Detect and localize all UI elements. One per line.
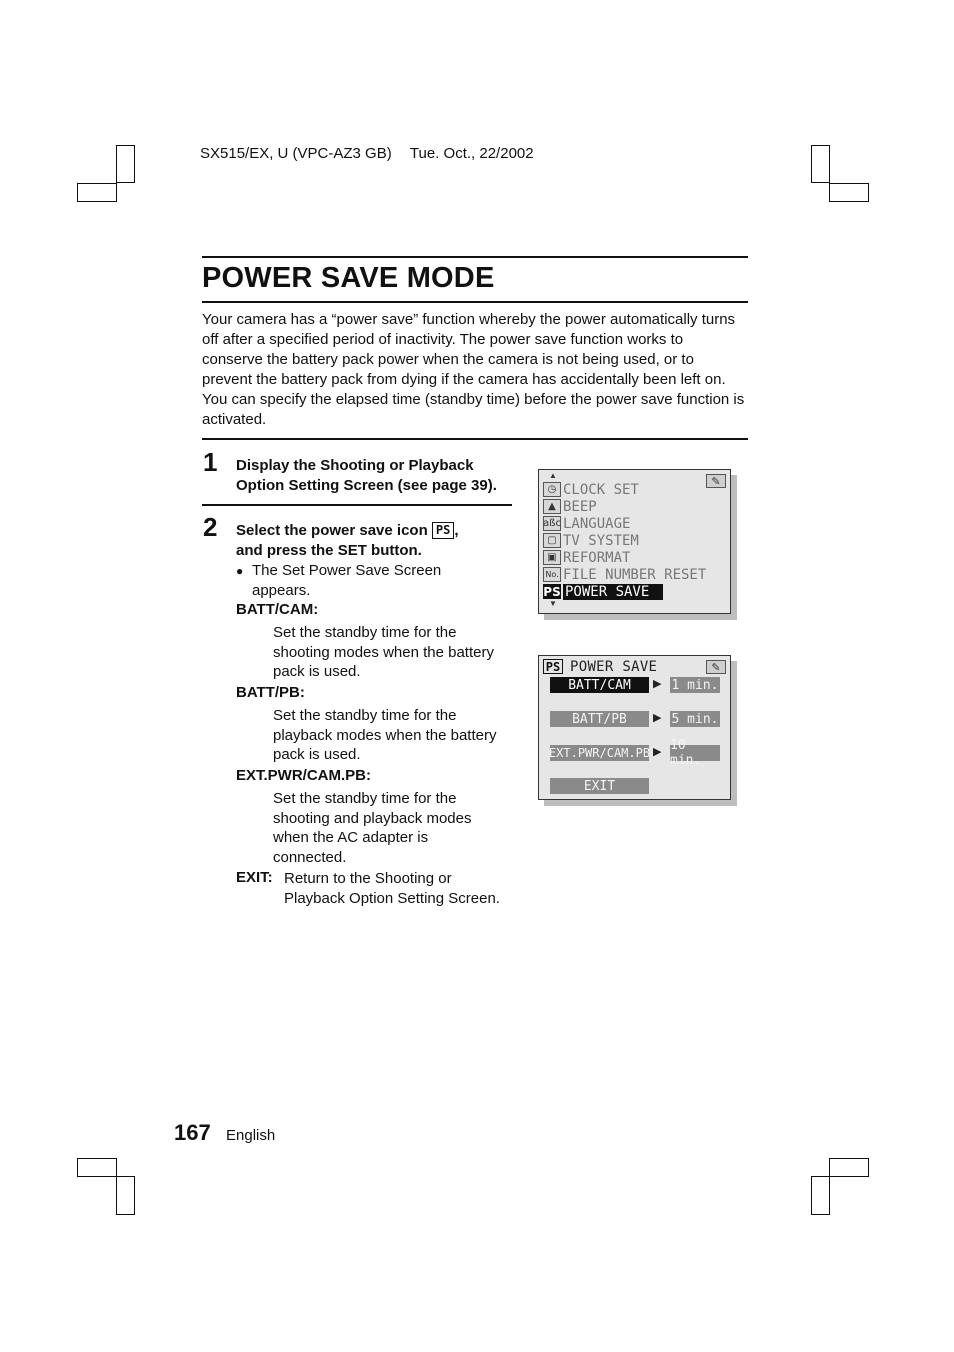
menu-item-file-number-reset[interactable]	[543, 566, 706, 583]
bell-icon: ▲	[543, 499, 561, 514]
screen-title: POWER SAVE	[570, 659, 658, 675]
page-title: POWER SAVE MODE	[202, 262, 495, 294]
right-arrow-icon: ▶	[653, 678, 662, 690]
bullet-icon: ●	[236, 564, 244, 578]
term-batt-pb-desc: Set the standby time for the playback modes when the battery pack is used.	[273, 707, 497, 763]
wrench-icon: ✎	[706, 474, 726, 488]
menu-item-power-save[interactable]	[543, 583, 663, 600]
right-arrow-icon: ▶	[653, 746, 662, 758]
section-rule	[202, 438, 748, 440]
menu-item-beep[interactable]	[543, 498, 597, 515]
menu-item-language[interactable]	[543, 515, 630, 532]
term-ext-pwr: EXT.PWR/CAM.PB:	[236, 767, 371, 784]
option-setting-screen	[538, 469, 731, 614]
power-save-icon: PS	[432, 522, 454, 539]
batt-pb-value[interactable]: 5 min.	[671, 711, 719, 727]
term-exit: EXIT:	[236, 869, 273, 886]
ext-pwr-button[interactable]: EXT.PWR/CAM.PB	[548, 746, 651, 760]
menu-item-reformat[interactable]	[543, 549, 630, 566]
menu-item-label: CLOCK SET	[563, 481, 639, 498]
crop-mark	[829, 1158, 869, 1177]
file-number-icon: No.	[543, 567, 561, 582]
menu-item-label: POWER SAVE	[563, 584, 663, 600]
page-number: 167	[174, 1120, 211, 1145]
intro-paragraph: Your camera has a “power save” function whereby the power automatically turns off after a specified period of inactivity. The power save function works to conserve the battery pack power when the camera is not being used, or to prevent the battery pack from dying if the camera has accidentally been left on. You can specify the elapsed time (standby time) before the power save function is activated.	[202, 311, 745, 428]
right-arrow-icon: ▶	[653, 712, 662, 724]
model-code: SX515/EX, U (VPC-AZ3 GB)	[200, 145, 392, 162]
language-icon: aßc	[543, 518, 561, 529]
batt-cam-button[interactable]: BATT/CAM	[550, 677, 649, 693]
step-2-text-after: ,	[454, 522, 459, 539]
scroll-down-icon: ▼	[549, 599, 557, 608]
exit-button[interactable]: EXIT	[550, 778, 649, 794]
wrench-icon: ✎	[706, 660, 726, 674]
menu-item-tv-system[interactable]	[543, 532, 639, 549]
tv-icon: ▢	[543, 533, 561, 548]
step-2-text	[236, 521, 521, 560]
crop-mark	[77, 183, 117, 202]
menu-item-label: FILE NUMBER RESET	[563, 566, 707, 583]
crop-mark	[829, 183, 869, 202]
term-ext-pwr-desc: Set the standby time for the shooting and playback modes when the AC adapter is connected.	[273, 790, 472, 866]
step-number: 2	[203, 512, 218, 542]
step-number: 1	[203, 447, 218, 477]
batt-cam-value[interactable]: 1 min.	[671, 677, 719, 693]
step-1-text: Display the Shooting or Playback Option Setting Screen (see page 39).	[236, 457, 497, 494]
power-save-icon: PS	[543, 659, 563, 674]
title-rule-top	[202, 256, 748, 258]
crop-mark	[116, 145, 135, 183]
menu-item-label: LANGUAGE	[563, 515, 631, 532]
card-icon: ▣	[543, 550, 561, 565]
menu-item-label: BEEP	[563, 498, 597, 515]
menu-item-label: TV SYSTEM	[563, 532, 639, 549]
menu-item-label: REFORMAT	[563, 549, 631, 566]
term-batt-cam-desc: Set the standby time for the shooting modes when the battery pack is used.	[273, 624, 494, 680]
power-save-icon: PS	[543, 584, 561, 599]
crop-mark	[77, 1158, 117, 1177]
crop-mark	[116, 1176, 135, 1215]
crop-mark	[811, 145, 830, 183]
power-save-screen	[538, 655, 731, 800]
ext-pwr-value[interactable]: 10 min.	[670, 745, 720, 761]
print-header	[200, 145, 534, 162]
print-date: Tue. Oct., 22/2002	[409, 145, 534, 162]
step-2-text-line2: and press the SET button.	[236, 541, 422, 559]
term-exit-desc: Return to the Shooting or Playback Option Setting Screen.	[284, 870, 500, 907]
menu-item-clock-set[interactable]	[543, 481, 639, 498]
clock-icon: ◷	[543, 482, 561, 497]
step-rule	[202, 504, 512, 506]
page-language: English	[226, 1127, 276, 1144]
term-batt-pb: BATT/PB:	[236, 684, 305, 701]
step-2-text-before: Select the power save icon	[236, 522, 428, 539]
term-batt-cam: BATT/CAM:	[236, 601, 319, 618]
scroll-up-icon: ▲	[549, 471, 557, 480]
crop-mark	[811, 1176, 830, 1215]
bullet-text: The Set Power Save Screen appears.	[252, 562, 442, 599]
batt-pb-button[interactable]: BATT/PB	[550, 711, 649, 727]
title-rule-bottom	[202, 301, 748, 303]
